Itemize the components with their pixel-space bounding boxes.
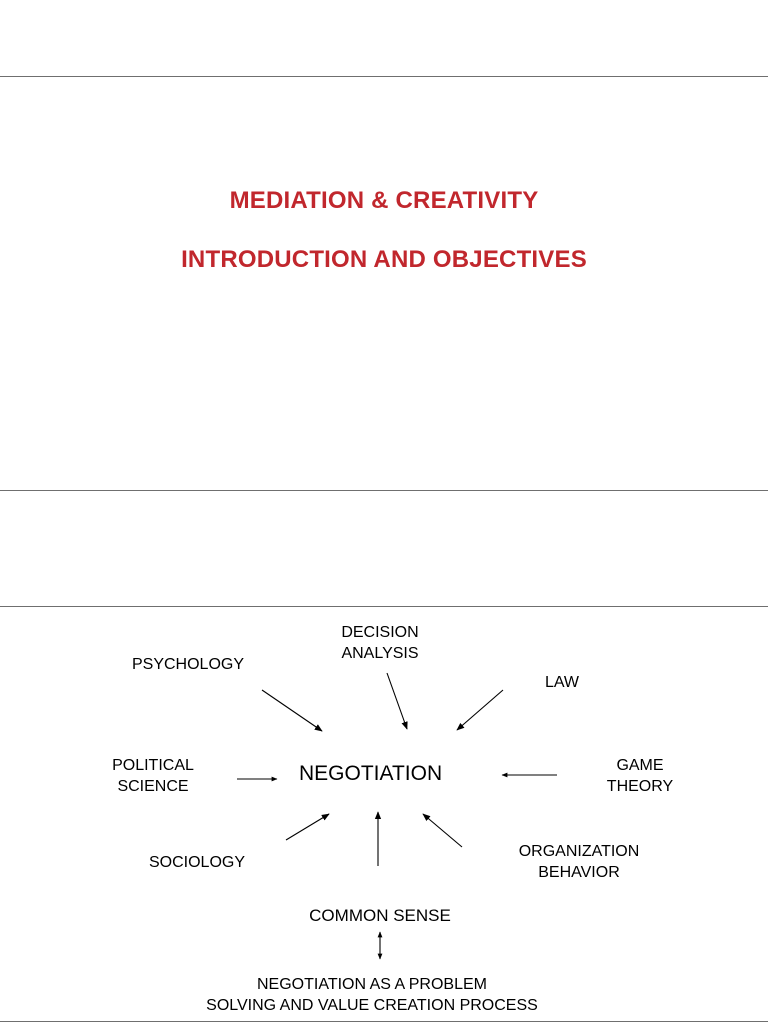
label-political-science: POLITICAL SCIENCE (112, 757, 194, 795)
arrow-psychology (262, 690, 322, 731)
label-organization-behavior: ORGANIZATION BEHAVIOR (518, 843, 640, 881)
label-game-theory: GAME THEORY (606, 757, 674, 795)
slide-title-line1: MEDIATION & CREATIVITY (229, 187, 539, 214)
label-sociology: SOCIOLOGY (148, 854, 246, 871)
arrow-decision-analysis (387, 673, 407, 729)
arrow-law (457, 690, 503, 730)
center-negotiation: NEGOTIATION (299, 762, 443, 785)
label-decision-analysis: DECISION ANALYSIS (341, 624, 419, 662)
label-law: LAW (544, 674, 580, 691)
conclusion-line1: NEGOTIATION AS A PROBLEM (257, 976, 487, 993)
label-common-sense: COMMON SENSE (309, 906, 451, 925)
arrow-sociology (286, 814, 329, 840)
conclusion-line2: SOLVING AND VALUE CREATION PROCESS (206, 997, 538, 1014)
label-psychology: PSYCHOLOGY (131, 656, 245, 673)
arrow-organization-behavior (423, 814, 462, 847)
slide-title-line2: INTRODUCTION AND OBJECTIVES (181, 246, 587, 273)
